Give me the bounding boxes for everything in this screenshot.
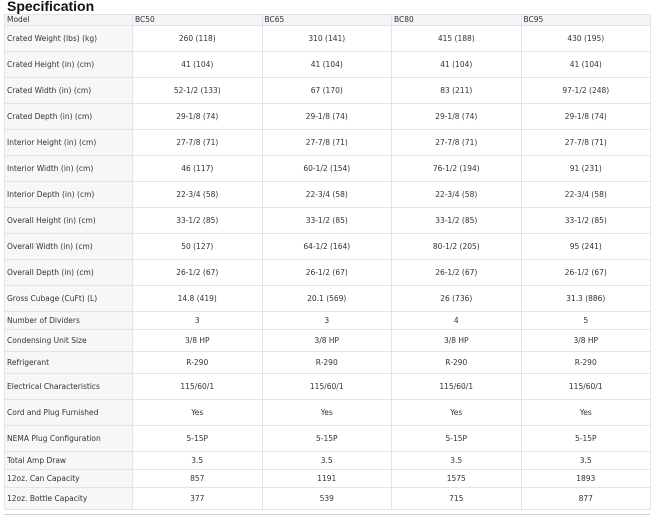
table-cell: 26-1/2 (67) <box>133 260 263 286</box>
column-header-bc65: BC65 <box>262 15 392 26</box>
table-cell: 52-1/2 (133) <box>133 78 263 104</box>
table-cell: 22-3/4 (58) <box>262 182 392 208</box>
table-cell: 115/60/1 <box>133 374 263 400</box>
table-cell: 64-1/2 (164) <box>262 234 392 260</box>
row-label: Gross Cubage (CuFt) (L) <box>5 286 133 312</box>
table-cell: 22-3/4 (58) <box>133 182 263 208</box>
table-cell: 22-3/4 (58) <box>521 182 651 208</box>
table-cell: 26-1/2 (67) <box>262 260 392 286</box>
table-cell: 3.5 <box>133 452 263 470</box>
table-row <box>5 26 651 52</box>
table-cell: 33-1/2 (85) <box>392 208 522 234</box>
table-cell: 5-15P <box>521 426 651 452</box>
row-label: Interior Depth (in) (cm) <box>5 182 133 208</box>
table-cell: 27-7/8 (71) <box>392 130 522 156</box>
table-cell: Yes <box>521 400 651 426</box>
row-label: Refrigerant <box>5 352 133 374</box>
table-cell: 80-1/2 (205) <box>392 234 522 260</box>
table-cell: 26 (736) <box>392 286 522 312</box>
table-cell: 33-1/2 (85) <box>262 208 392 234</box>
table-cell: 46 (117) <box>133 156 263 182</box>
row-label: Electrical Characteristics <box>5 374 133 400</box>
table-cell: 27-7/8 (71) <box>262 130 392 156</box>
table-cell: 5-15P <box>262 426 392 452</box>
row-label: Condensing Unit Size <box>5 330 133 352</box>
table-cell: 29-1/8 (74) <box>521 104 651 130</box>
table-row <box>5 374 651 400</box>
table-cell: Yes <box>392 400 522 426</box>
table-cell: 539 <box>262 488 392 510</box>
table-cell: 29-1/8 (74) <box>262 104 392 130</box>
table-cell: 3/8 HP <box>392 330 522 352</box>
table-cell: 31.3 (886) <box>521 286 651 312</box>
row-label: Crated Weight (lbs) (kg) <box>5 26 133 52</box>
table-cell: 715 <box>392 488 522 510</box>
table-cell: 115/60/1 <box>392 374 522 400</box>
table-row <box>5 156 651 182</box>
row-label: Overall Depth (in) (cm) <box>5 260 133 286</box>
table-cell: 33-1/2 (85) <box>521 208 651 234</box>
row-label: Interior Height (in) (cm) <box>5 130 133 156</box>
table-cell: 20.1 (569) <box>262 286 392 312</box>
table-cell: 3.5 <box>262 452 392 470</box>
table-cell: 430 (195) <box>521 26 651 52</box>
table-cell: 29-1/8 (74) <box>133 104 263 130</box>
page-title: Specification <box>7 0 95 14</box>
table-row <box>5 330 651 352</box>
table-cell: 41 (104) <box>521 52 651 78</box>
table-row <box>5 352 651 374</box>
table-cell: 91 (231) <box>521 156 651 182</box>
table-cell: 857 <box>133 470 263 488</box>
table-cell: 3.5 <box>521 452 651 470</box>
table-cell: 377 <box>133 488 263 510</box>
table-cell: 1893 <box>521 470 651 488</box>
table-cell: Yes <box>133 400 263 426</box>
table-cell: 115/60/1 <box>521 374 651 400</box>
table-row <box>5 286 651 312</box>
table-row <box>5 470 651 488</box>
row-label: NEMA Plug Configuration <box>5 426 133 452</box>
specification-table <box>4 14 651 510</box>
column-header-bc80: BC80 <box>392 15 522 26</box>
row-label: Overall Height (in) (cm) <box>5 208 133 234</box>
row-label: Interior Width (in) (cm) <box>5 156 133 182</box>
table-cell: 29-1/8 (74) <box>392 104 522 130</box>
table-cell: 26-1/2 (67) <box>521 260 651 286</box>
table-cell: 877 <box>521 488 651 510</box>
row-label: Crated Width (in) (cm) <box>5 78 133 104</box>
table-row <box>5 78 651 104</box>
column-header-model: Model <box>5 15 133 26</box>
table-cell: 95 (241) <box>521 234 651 260</box>
table-bottom-divider <box>4 514 650 515</box>
row-label: Crated Height (in) (cm) <box>5 52 133 78</box>
table-cell: 27-7/8 (71) <box>521 130 651 156</box>
table-cell: R-290 <box>521 352 651 374</box>
table-row <box>5 426 651 452</box>
row-label: Overall Width (in) (cm) <box>5 234 133 260</box>
table-cell: 1191 <box>262 470 392 488</box>
row-label: Number of Dividers <box>5 312 133 330</box>
column-header-bc50: BC50 <box>133 15 263 26</box>
table-row <box>5 260 651 286</box>
table-cell: 4 <box>392 312 522 330</box>
table-cell: 3/8 HP <box>133 330 263 352</box>
table-row <box>5 488 651 510</box>
column-header-bc95: BC95 <box>521 15 651 26</box>
row-label: Crated Depth (in) (cm) <box>5 104 133 130</box>
table-row <box>5 52 651 78</box>
table-row <box>5 208 651 234</box>
table-cell: R-290 <box>392 352 522 374</box>
table-cell: 41 (104) <box>262 52 392 78</box>
table-cell: 41 (104) <box>392 52 522 78</box>
table-cell: 3 <box>262 312 392 330</box>
table-cell: 5-15P <box>392 426 522 452</box>
table-cell: 33-1/2 (85) <box>133 208 263 234</box>
table-row <box>5 452 651 470</box>
row-label: Cord and Plug Furnished <box>5 400 133 426</box>
table-cell: 310 (141) <box>262 26 392 52</box>
table-cell: 3/8 HP <box>262 330 392 352</box>
row-label: Total Amp Draw <box>5 452 133 470</box>
table-row <box>5 104 651 130</box>
table-row <box>5 400 651 426</box>
table-cell: 67 (170) <box>262 78 392 104</box>
table-header-row <box>5 15 651 26</box>
table-cell: 5-15P <box>133 426 263 452</box>
table-row <box>5 182 651 208</box>
table-cell: 97-1/2 (248) <box>521 78 651 104</box>
table-row <box>5 312 651 330</box>
table-cell: R-290 <box>133 352 263 374</box>
row-label: 12oz. Bottle Capacity <box>5 488 133 510</box>
table-cell: 27-7/8 (71) <box>133 130 263 156</box>
table-cell: 83 (211) <box>392 78 522 104</box>
table-cell: 3 <box>133 312 263 330</box>
table-cell: Yes <box>262 400 392 426</box>
row-label: 12oz. Can Capacity <box>5 470 133 488</box>
table-cell: 1575 <box>392 470 522 488</box>
table-cell: 115/60/1 <box>262 374 392 400</box>
table-cell: 3.5 <box>392 452 522 470</box>
table-cell: 3/8 HP <box>521 330 651 352</box>
table-cell: 50 (127) <box>133 234 263 260</box>
table-cell: R-290 <box>262 352 392 374</box>
table-cell: 60-1/2 (154) <box>262 156 392 182</box>
table-cell: 76-1/2 (194) <box>392 156 522 182</box>
table-cell: 415 (188) <box>392 26 522 52</box>
table-cell: 260 (118) <box>133 26 263 52</box>
table-row <box>5 130 651 156</box>
table-cell: 26-1/2 (67) <box>392 260 522 286</box>
table-body <box>5 26 651 510</box>
table-cell: 14.8 (419) <box>133 286 263 312</box>
table-cell: 22-3/4 (58) <box>392 182 522 208</box>
table-cell: 41 (104) <box>133 52 263 78</box>
table-cell: 5 <box>521 312 651 330</box>
table-row <box>5 234 651 260</box>
